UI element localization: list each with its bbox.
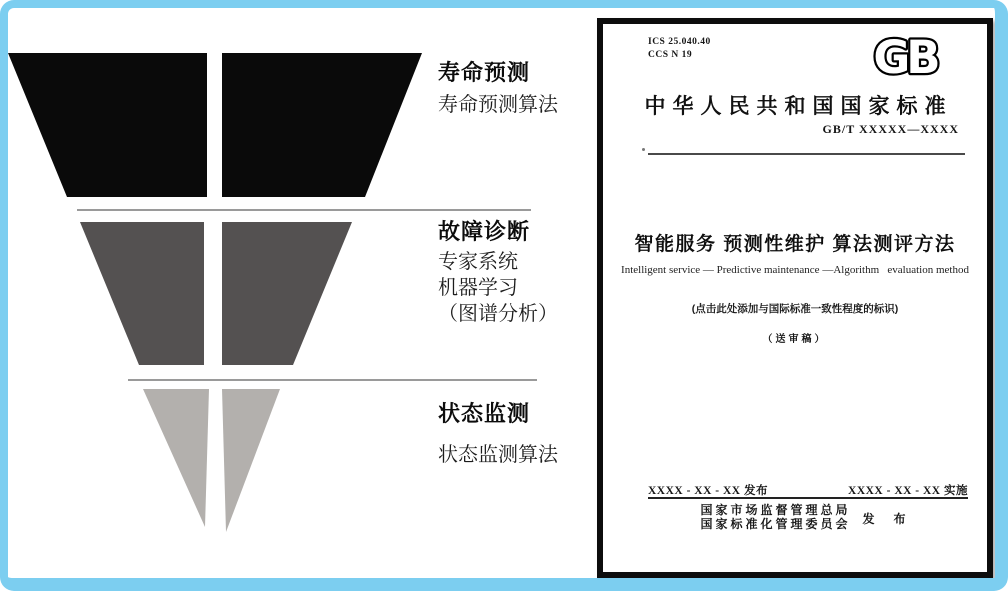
funnel-level-2-desc-line-2: 机器学习: [438, 277, 518, 299]
document-title-en: Intelligent service — Predictive maintenance —Algorithm evaluation method: [621, 264, 969, 276]
issue-label: 发 布: [862, 512, 914, 526]
draft-stage-label: （送审稿）: [762, 334, 828, 345]
gb-logo-icon: [861, 32, 949, 84]
funnel-level-3-title: 状态监测: [438, 401, 531, 426]
funnel-level-1-right-shape: [222, 53, 422, 197]
header-rule: [648, 153, 965, 155]
standard-number: GB/T XXXXX—XXXX: [822, 122, 959, 136]
funnel-level-2-desc-line-1: 专家系统: [438, 251, 518, 273]
ccs-code: CCS N 19: [648, 50, 693, 60]
funnel-level-3-left-shape: [143, 389, 209, 527]
issuing-agency-block: [603, 503, 987, 531]
funnel-level-1-title: 寿命预测: [438, 60, 531, 85]
funnel-level-2-right-shape: [222, 222, 352, 365]
rule-end-dot: [642, 148, 645, 151]
issuing-agencies: [700, 503, 850, 531]
ics-ccs-codes: [648, 36, 711, 62]
funnel-level-2-desc-line-3: （图谱分析）: [438, 303, 558, 325]
agency-line-1: 国家市场监督管理总局: [700, 503, 851, 517]
standard-name-heading: 中华人民共和国国家标准: [644, 94, 953, 118]
footer-rule: [648, 497, 968, 499]
funnel-level-3-right-shape: [222, 389, 280, 532]
funnel-level-2-title: 故障诊断: [438, 219, 531, 244]
gb-logo-text: GB: [873, 32, 937, 84]
funnel-level-3-desc: 状态监测算法: [438, 444, 558, 466]
implement-date: XXXX - XX - XX 实施: [848, 485, 968, 497]
agency-line-2: 国家标准化管理委员会: [700, 517, 851, 531]
standard-document-cover: [597, 18, 993, 578]
funnel-level-2-left-shape: [80, 222, 204, 365]
funnel-level-1-desc: 寿命预测算法: [438, 94, 558, 116]
dates-row: [648, 482, 968, 498]
funnel-level-1-left-shape: [8, 53, 207, 197]
document-title-cn: 智能服务 预测性维护 算法测评方法: [634, 234, 956, 255]
consistency-note: (点击此处添加与国际标准一致性程度的标识): [691, 303, 899, 315]
ics-code: ICS 25.040.40: [648, 37, 711, 47]
issue-date: XXXX - XX - XX 发布: [648, 485, 768, 497]
funnel-level-2-desc: [438, 249, 558, 327]
